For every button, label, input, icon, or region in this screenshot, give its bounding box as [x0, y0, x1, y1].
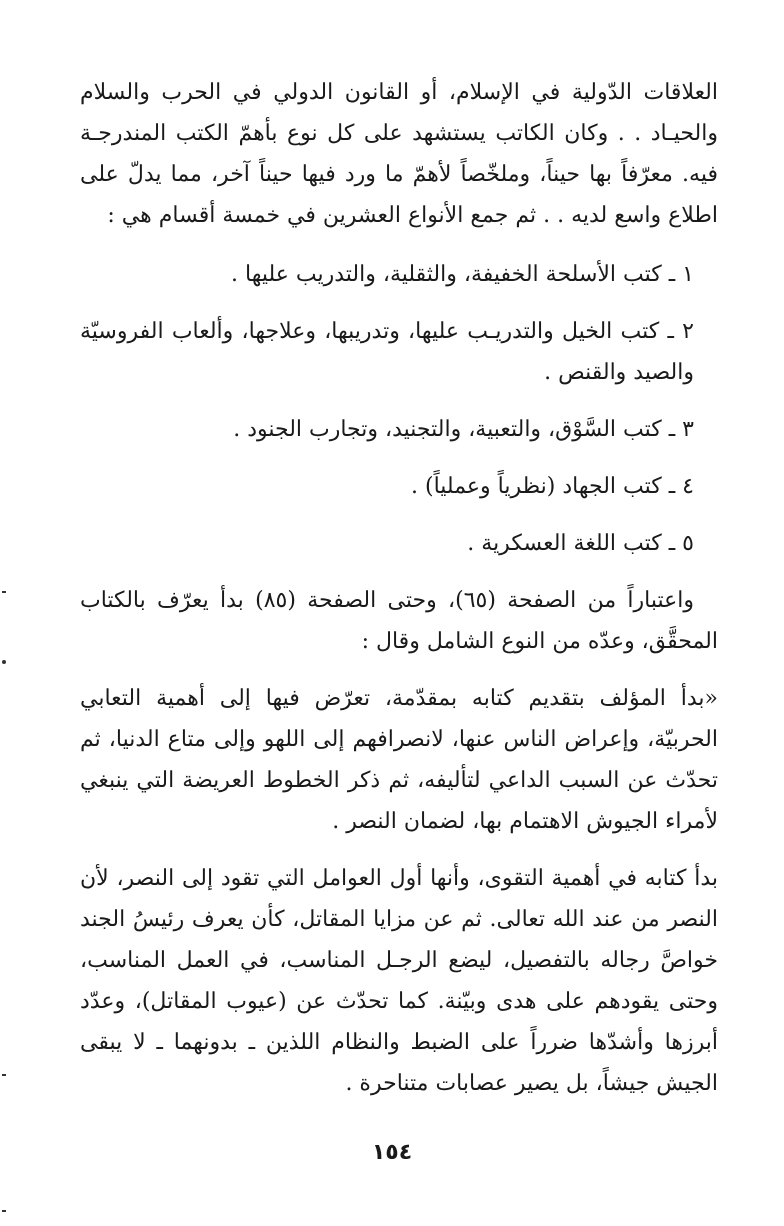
body-paragraph-4: بدأ كتابه في أهمية التقوى، وأنها أول العوامل التي تقود إلى النصر، لأن النصر من عند الله تعالى. ثم عن مزايا المقاتل، كأن يعرف رئيسُ الجند خواصَّ رجاله بالتفصيل، ليضع الرجـل المناسب، في العمل المناسب، وحتى يقودهم على هدى وبيّنة. كما تحدّث عن (عيوب المقاتل)، وعدّد أبرزها وأشدّها ضرراً على الضبط والنظام اللذين ـ بدونهما ـ لا يبقى الجيش جيشاً، بل يصير عصابات متناحرة . [80, 866, 718, 1096]
section-item-2: ٢ ـ كتب الخيل والتدريـب عليها، وتدريبها، وعلاجها، وألعاب الفروسيّة والصيد والقنص . [80, 319, 694, 385]
margin-mark [2, 591, 6, 593]
section-item-4: ٤ ـ كتب الجهاد (نظرياً وعملياً) . [411, 474, 694, 499]
margin-mark [2, 1210, 6, 1212]
section-item-1: ١ ـ كتب الأسلحة الخفيفة، والثقلية، والتدريب عليها . [231, 262, 694, 287]
margin-mark [2, 1074, 6, 1076]
page-body [80, 72, 718, 1120]
section-item-5: ٥ ـ كتب اللغة العسكرية . [467, 531, 694, 556]
quote-paragraph: «بدأ المؤلف بتقديم كتابه بمقدّمة، تعرّض فيها إلى أهمية التعابي الحربيّة، وإعراض الناس عنها، لانصرافهم إلى اللهو وإلى متاع الدنيا، ثم تحدّث عن السبب الداعي لتأليفه، ثم ذكر الخطوط العريضة التي ينبغي لأمراء الجيوش الاهتمام بها، لضمان النصر . [80, 686, 718, 834]
section-item-3: ٣ ـ كتب السَّوْق، والتعبية، والتجنيد، وتجارب الجنود . [233, 417, 694, 442]
margin-dot [2, 660, 6, 664]
page-number: ١٥٤ [371, 1140, 413, 1165]
intro-paragraph: العلاقات الدّولية في الإسلام، أو القانون الدولي في الحرب والسلام والحيـاد . . وكان الكاتب يستشهد على كل نوع بأهمّ الكتب المندرجـة فيه. معرّفاً بها حيناً، وملخّصاً لأهمّ ما ورد فيها حيناً آخر، مما يدلّ على اطلاع واسع لديه . . ثم جمع الأنواع العشرين في خمسة أقسام هي : [80, 80, 718, 228]
body-paragraph-2: واعتباراً من الصفحة (٦٥)، وحتى الصفحة (٨٥) بدأ يعرّف بالكتاب المحقَّق، وعدّه من النوع الشامل وقال : [80, 588, 718, 654]
